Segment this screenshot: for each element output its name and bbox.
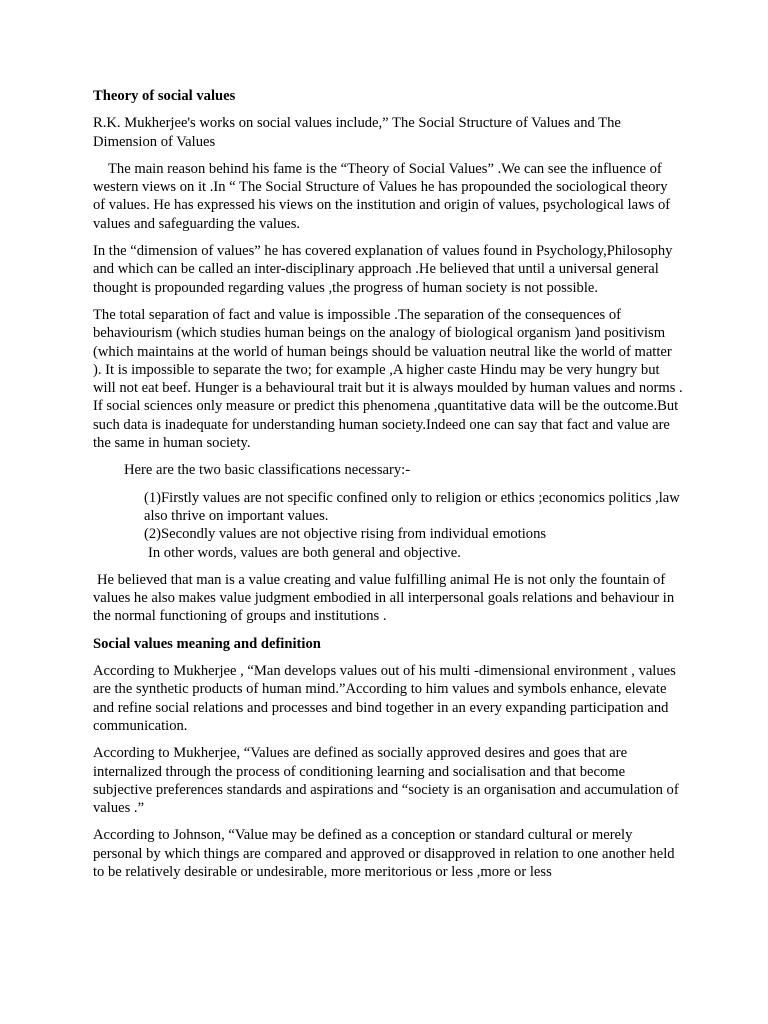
classification-item-3: In other words, values are both general and objective. [148, 544, 461, 561]
paragraph-johnson: According to Johnson, “Value may be defined as a conception or standard cultural or merely personal by which things are compared and approved or disapproved in relation to one another held to be relatively desirable or undesirable, more meritorious or less ,more or less [93, 827, 675, 880]
classification-list [93, 489, 683, 562]
paragraph-mukherjee-2: According to Mukherjee, “Values are defined as socially approved desires and goes that are internalized through the process of conditioning learning and socialisation and that become subjective preferences standards and aspirations and “society is an organisation and accumulation of values .” [93, 745, 679, 817]
paragraph-fact-value: The total separation of fact and value is impossible .The separation of the consequences of behaviourism (which studies human beings on the analogy of biological organism )and positivism (which maintains at the world of human beings should be valuation neutral like the world of matter ). It is impossible to separate the two; for example ,A higher caste Hindu may be very hungry but will not eat beef. Hunger is a behavioural trait but it is always moulded by human values and norms . If social sciences only measure or predict this phenomena ,quantitative data will be the outcome.But such data is inadequate for understanding human society.Indeed one can say that fact and value are the same in human society. [93, 306, 683, 452]
paragraph-value-animal: He believed that man is a value creating and value fulfilling animal He is not only the fountain of values he also makes value judgment embodied in all interpersonal goals relations and behaviour in the normal functioning of groups and institutions . [93, 571, 675, 625]
paragraph-mukherjee-1: According to Mukherjee , “Man develops values out of his multi -dimensional environment , values are the synthetic products of human mind.”According to him values and symbols enhance, elevate and refine social relations and processes and bind together in an every expanding participation and communication. [93, 663, 676, 734]
document-page [93, 87, 683, 890]
paragraph-fame: The main reason behind his fame is the “Theory of Social Values” .We can see the influence of western views on it .In “ The Social Structure of Values he has propounded the sociological theory of values. He has expressed his views on the institution and origin of values, psychological laws of values and safeguarding the values. [93, 160, 671, 232]
classification-item-2: (2)Secondly values are not objective rising from individual emotions [144, 526, 547, 543]
document-title: Theory of social values [93, 88, 236, 104]
classification-item-1: (1)Firstly values are not specific confined only to religion or ethics ;economics politics ,law also thrive on important values. [144, 489, 680, 524]
paragraph-dimension: In the “dimension of values” he has covered explanation of values found in Psychology,Philosophy and which can be called an inter-disciplinary approach .He believed that until a universal general thought is propounded regarding values ,the progress of human society is not possible. [93, 243, 673, 296]
section-heading: Social values meaning and definition [93, 635, 321, 652]
classification-intro: Here are the two basic classifications necessary:- [124, 462, 411, 479]
paragraph-works: R.K. Mukherjee's works on social values include,” The Social Structure of Values and The Dimension of Values [93, 115, 621, 150]
